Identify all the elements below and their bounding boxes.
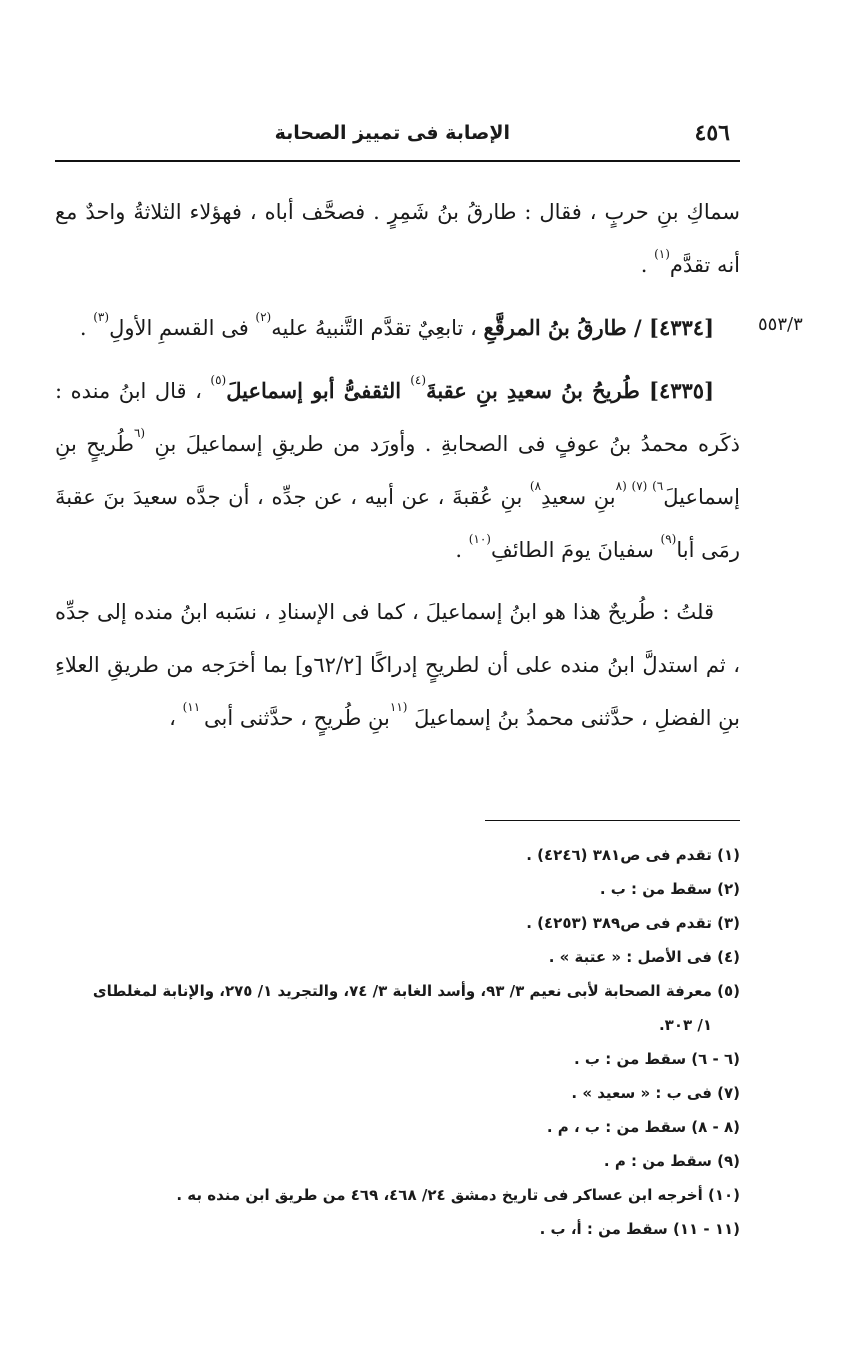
footnote-ref: (٦	[133, 426, 146, 440]
text-run: فى القسمِ الأولِ	[109, 316, 256, 340]
footnote-ref: (٢)	[255, 310, 272, 324]
text-run: بنِ طُريحٍ ، حدَّثنى أبى	[203, 706, 390, 730]
paragraph-commentary	[55, 586, 740, 745]
entry-heading: [٤٣٣٥] طُريحُ بنُ سعيدِ بنِ عقبةَ	[426, 378, 714, 403]
text-run: بنِ عُقبةَ ، عن أبيه ، عن جدِّه ، أن جدَّه سعيدَ بنَ عقبةَ رمَى أبا	[55, 485, 740, 562]
footnote-ref: (١)	[654, 247, 670, 261]
text-run: .	[79, 316, 94, 340]
footnote: (٦ - ٦) سقط من : ب .	[574, 1050, 740, 1068]
text-run: ،	[169, 706, 183, 730]
footnote-ref: (٤)	[410, 373, 427, 387]
text-run: .	[455, 538, 469, 562]
header-rule	[55, 160, 740, 162]
footnote: (٤) فى الأصل : « عتبة » .	[548, 948, 740, 966]
footnote-ref: ٨)	[529, 479, 542, 493]
footnote-ref: (٣)	[93, 310, 110, 324]
text-run: ، قال ابنُ منده : ذكَره محمدُ بنُ عوفٍ فى الصحابةِ . وأورَد من طريقِ إسماعيلَ بنِ	[55, 379, 740, 456]
footnote: (٥) معرفة الصحابة لأبى نعيم ٣/ ٩٣، وأسد الغابة ٣/ ٧٤، والتجريد ١/ ٢٧٥، والإنابة لمغلطاى	[92, 982, 740, 1000]
footnote-ref: (٩)	[660, 532, 677, 546]
footnote: (١) تقدم فى ص٣٨١ (٤٢٤٦) .	[526, 846, 740, 864]
main-text	[55, 186, 740, 754]
text-run: سماكِ بنِ حربٍ ، فقال : طارقُ بنُ شَمِرٍ . فصحَّف أباه ، فهؤلاء الثلاثةُ واحدٌ مع أنه تقدَّم	[55, 200, 740, 277]
text-run: بنِ سعيدِ	[541, 485, 616, 509]
text-run: .	[640, 253, 655, 277]
footnote: (٧) فى ب : « سعيد » .	[571, 1084, 740, 1102]
footnote-ref: (٨	[615, 479, 632, 493]
paragraph-1	[55, 186, 740, 292]
footnote-ref: (٥)	[210, 373, 227, 387]
footnote-ref: ١١)	[182, 700, 204, 714]
margin-volume-page: ٥٥٣/٣	[758, 314, 803, 335]
footnote-continuation: ١/ ٣٠٣.	[658, 1016, 712, 1034]
footnote: (١٠) أخرجه ابن عساكر فى تاريخ دمشق ٢٤/ ٤٦٨، ٤٦٩ من طريق ابن منده به .	[176, 1186, 740, 1204]
footnotes	[55, 838, 740, 1246]
text-run: ، تابعِيٌ تقدَّم التَّنبيهُ عليه	[271, 316, 484, 340]
book-title: الإصابة فى تمييز الصحابة	[274, 122, 510, 144]
entry-4335	[55, 364, 740, 577]
text-run: سفيانَ يومَ الطائفِ	[490, 538, 661, 562]
page-number: ٤٥٦	[694, 120, 730, 146]
text-run: قلتُ : طُريحٌ هذا هو ابنُ إسماعيلَ ، كما فى الإسنادِ ، نسَبه ابنُ منده إلى جدِّه ، ثم استدلَّ ابنُ منده على أن لطريحٍ إدراكًا [٦٢/٢و] بما أخرَجه من طريقِ العلاءِ بنِ الفضلِ ، حدَّثنى محمدُ بنُ إسماعيلَ	[55, 600, 740, 730]
text-run: طُريحٍ بنِ إسماعيلَ	[55, 432, 740, 509]
footnote-ref: (١١	[389, 700, 408, 714]
footnote: (٢) سقط من : ب .	[599, 880, 740, 898]
running-header	[55, 116, 740, 156]
entry-4334	[55, 301, 740, 355]
footnote: (٣) تقدم فى ص٣٨٩ (٤٢٥٣) .	[526, 914, 740, 932]
footnote-ref: ٦)	[652, 479, 664, 493]
entry-name: الثقفىُّ أبو إسماعيلَ	[226, 378, 411, 403]
footnote: (١١ - ١١) سقط من : أ، ب .	[539, 1220, 740, 1238]
entry-heading: [٤٣٣٤] / طارقُ بنُ المرقَّعِ	[483, 315, 714, 340]
footnote: (٨ - ٨) سقط من : ب ، م .	[546, 1118, 740, 1136]
footnote-ref: (٧)	[631, 479, 653, 493]
footnote: (٩) سقط من : م .	[603, 1152, 740, 1170]
footnote-rule	[485, 820, 740, 821]
footnote-ref: (١٠)	[468, 532, 491, 546]
